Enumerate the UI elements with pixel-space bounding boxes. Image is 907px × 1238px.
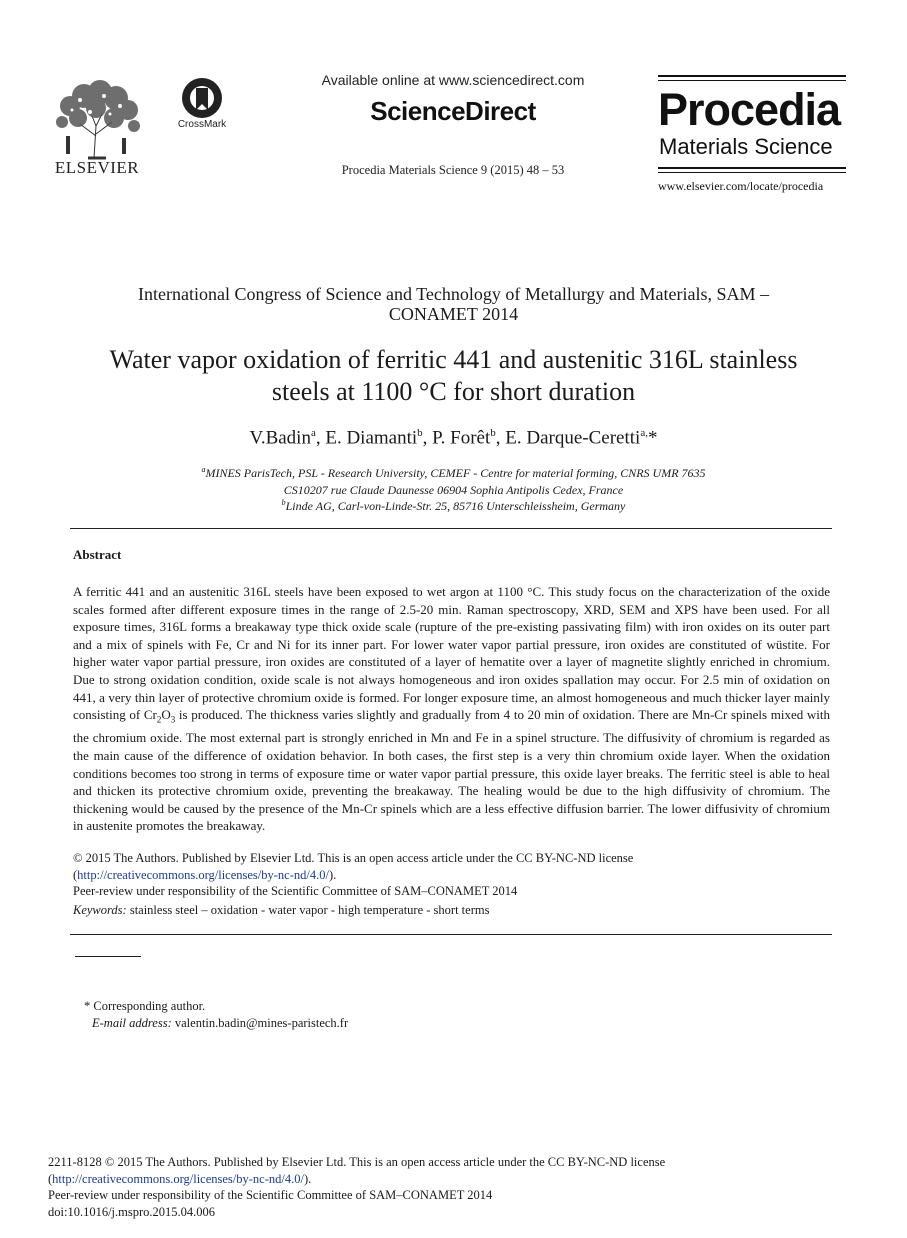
email-label: E-mail address: bbox=[92, 1016, 172, 1030]
paren: ). bbox=[303, 1171, 312, 1186]
paper-title bbox=[60, 344, 847, 408]
doi-link[interactable]: doi:10.1016/j.mspro.2015.04.006 bbox=[48, 1204, 216, 1219]
license-link[interactable]: http://creativecommons.org/licenses/by-nc-nd/4.0/ bbox=[77, 867, 329, 882]
author-list bbox=[60, 427, 847, 449]
peer-review-notice: Peer-review under responsibility of the Scientific Committee of SAM–CONAMET 2014 bbox=[73, 884, 518, 898]
corresponding-author-mark[interactable]: * bbox=[647, 427, 658, 449]
journal-reference: Procedia Materials Science 9 (2015) 48 – 53 bbox=[341, 163, 565, 177]
formula-element: Cr bbox=[143, 707, 157, 723]
author-name: E. Darque-Ceretti bbox=[505, 427, 641, 449]
affiliation-a-line-1: MINES ParisTech, PSL - Research University, CEMEF - Centre for material forming, CNRS UMR 7635 bbox=[205, 466, 706, 480]
conference-name bbox=[70, 284, 837, 324]
formula-subscript: 3 bbox=[170, 714, 176, 725]
available-online-text: Available online at www.sciencedirect.com bbox=[321, 72, 585, 88]
affiliation-b-line: Linde AG, Carl-von-Linde-Str. 25, 85716 Unterschleissheim, Germany bbox=[285, 499, 626, 513]
journal-logo-subtitle: Materials Science bbox=[659, 134, 833, 159]
corresponding-author-note: * Corresponding author. bbox=[84, 999, 206, 1013]
journal-logo-rule bbox=[658, 75, 846, 77]
formula-element: O bbox=[161, 707, 171, 723]
affiliation-mark: a bbox=[201, 465, 206, 474]
abstract-text: A ferritic 441 and an austenitic 316L steels have been exposed to wet argon at 1100 °C. This study focus on the characterization of the oxide scales formed after different exposure times in the range of 2.5-20 min. Raman spectroscopy, XRD, SEM and XPS have been used. For all exposure times, 316L forms a breakaway type thick oxide scale (rupture of the pre-existing passivating film) with iron oxides on its outer part and a mix of spinels with Fe, Cr and Ni for its inner part. For lower water vapor partial pressure, iron oxides are constituted of wüstite. For higher water vapor partial pressure, iron oxides are constituted of a layer of hematite over a layer of magnetite slightly enriched in chromium. Due to strong oxidation condition, oxide scale is not always homogeneous and iron oxides spallation may occur. For 2.5 min of oxidation on 441, a very thin layer of protective chromium oxide is formed. For longer exposure time, an almost homogeneous and much thicker layer mainly consisting of bbox=[73, 584, 830, 723]
email-link[interactable]: valentin.badin@mines-paristech.fr bbox=[171, 1016, 349, 1030]
copyright-line-2 bbox=[73, 867, 830, 884]
footnote-rule bbox=[75, 956, 141, 957]
license-link[interactable]: http://creativecommons.org/licenses/by-nc-nd/4.0/ bbox=[52, 1171, 304, 1186]
journal-logo-title: Procedia bbox=[658, 84, 841, 135]
copyright-notice bbox=[73, 850, 830, 883]
conference-line-1: International Congress of Science and Technology of Metallurgy and Materials, SAM – bbox=[138, 284, 769, 304]
publisher-name: ELSEVIER bbox=[54, 158, 140, 177]
chemical-formula bbox=[143, 707, 176, 725]
keywords bbox=[73, 903, 489, 918]
section-divider bbox=[70, 934, 832, 935]
author-separator: , bbox=[422, 427, 433, 449]
corresponding-email bbox=[92, 1016, 348, 1031]
section-divider bbox=[70, 528, 832, 529]
paren: ( bbox=[48, 1171, 53, 1186]
crossmark-label: CrossMark bbox=[177, 119, 227, 130]
footer-license bbox=[48, 1171, 848, 1188]
paren: ). bbox=[328, 867, 337, 882]
copyright-line-1: © 2015 The Authors. Published by Elsevier Ltd. This is an open access article under the CC BY-NC-ND license bbox=[73, 851, 634, 865]
author-affiliation-mark: a bbox=[310, 427, 316, 439]
author-separator: , bbox=[495, 427, 506, 449]
abstract-heading: Abstract bbox=[73, 547, 122, 562]
journal-logo-rule bbox=[658, 167, 846, 169]
abstract-body bbox=[73, 583, 830, 835]
paper-title-line-1: Water vapor oxidation of ferritic 441 and austenitic 316L stainless bbox=[109, 345, 798, 374]
author-name: E. Diamanti bbox=[325, 427, 418, 449]
journal-logo-rule bbox=[658, 172, 846, 173]
author-separator: , bbox=[315, 427, 326, 449]
author-name: P. Forêt bbox=[432, 427, 491, 449]
footer-copyright: 2211-8128 © 2015 The Authors. Published by Elsevier Ltd. This is an open access article under the CC BY-NC-ND license bbox=[48, 1155, 666, 1169]
author-affiliation-mark: a, bbox=[640, 427, 648, 439]
page-footer bbox=[48, 1154, 848, 1220]
author-affiliation-mark: b bbox=[490, 427, 496, 439]
keywords-list: stainless steel – oxidation - water vapor - high temperature - short terms bbox=[126, 903, 490, 917]
author-affiliation-mark: b bbox=[417, 427, 423, 439]
affiliation-b bbox=[60, 498, 847, 514]
sciencedirect-logo[interactable]: ScienceDirect bbox=[370, 96, 536, 126]
journal-logo-rule bbox=[658, 80, 846, 81]
affiliation-a bbox=[60, 465, 847, 481]
paren: ( bbox=[73, 867, 78, 882]
abstract-text: is produced. The thickness varies slightly and gradually from 4 to 20 min of oxidation. There are Mn-Cr spinels mixed with the chromium oxide. The most external part is strongly enriched in Mn and Fe in a spinel structure. The diffusivity of chromium is regarded as the main cause of the difference of oxidation behavior. In both cases, the first step is a very thin chromium oxide layer. When the oxidation conditions becomes too strong in terms of exposure time or water vapor partial pressure, this oxide layer breaks. The ferritic steel is able to heal and thicken its protective chromium oxide, preventing the breakaway. The healing would be due to the high diffusivity of chromium. The thickening would be caused by the presence of the Mn-Cr spinels which are a less effective diffusion barrier. The lower diffusivity of chromium in austenite promotes the breakaway. bbox=[73, 707, 830, 834]
conference-line-2: CONAMET 2014 bbox=[388, 304, 519, 324]
paper-title-line-2: steels at 1100 °C for short duration bbox=[271, 377, 636, 406]
keywords-label: Keywords: bbox=[73, 903, 127, 917]
formula-subscript: 2 bbox=[156, 714, 162, 725]
author-name: V.Badin bbox=[249, 427, 311, 449]
journal-url-link[interactable]: www.elsevier.com/locate/procedia bbox=[658, 179, 824, 193]
footer-peer-review: Peer-review under responsibility of the Scientific Committee of SAM–CONAMET 2014 bbox=[48, 1188, 493, 1202]
affiliation-a-line-2: CS10207 rue Claude Daunesse 06904 Sophia Antipolis Cedex, France bbox=[283, 483, 624, 497]
affiliation-mark: b bbox=[281, 498, 286, 507]
